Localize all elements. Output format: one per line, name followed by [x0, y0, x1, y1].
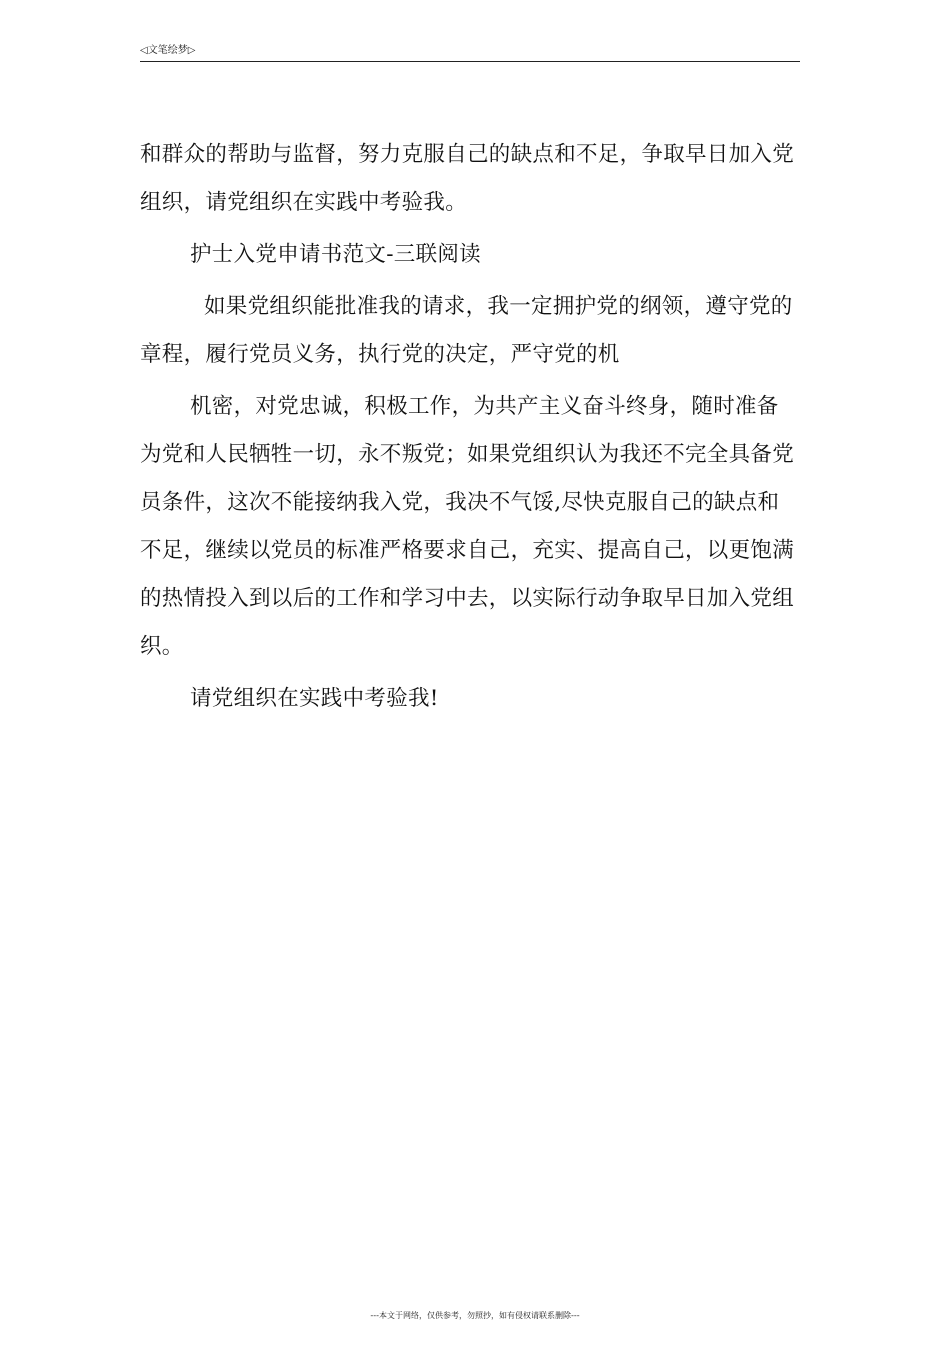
page-header: [140, 44, 800, 62]
section-title: 护士入党申请书范文-三联阅读: [190, 242, 481, 267]
paragraph-intro: [140, 131, 806, 227]
text-line: 的热情投入到以后的工作和学习中去，以实际行动争取早日加入党组: [140, 586, 795, 611]
closing-line: 请党组织在实践中考验我!: [190, 686, 439, 711]
text-line: 和群众的帮助与监督，努力克服自己的缺点和不足，争取早日加入党: [140, 142, 795, 167]
header-mark: ◁文笔绘梦▷: [140, 45, 196, 56]
text-line: 组织，请党组织在实践中考验我。: [140, 190, 468, 215]
text-line: 如果党组织能批准我的请求，我一定拥护党的纲领，遵守党的: [204, 294, 793, 319]
paragraph-commitment: [140, 383, 806, 671]
text-line: 为党和人民牺牲一切，永不叛党；如果党组织认为我还不完全具备党: [140, 442, 795, 467]
paragraph-request: [140, 283, 806, 379]
text-line: 织。: [140, 634, 184, 659]
text-line: 不足，继续以党员的标准严格要求自己，充实、提高自己，以更饱满: [140, 538, 795, 563]
text-line: 员条件，这次不能接纳我入党，我决不气馁,尽快克服自己的缺点和: [140, 490, 780, 515]
text-line: 机密，对党忠诚，积极工作，为共产主义奋斗终身，随时准备: [190, 394, 779, 419]
text-line: 章程，履行党员义务，执行党的决定，严守党的机: [140, 342, 620, 367]
page-footer: ---本文于网络，仅供参考，勿照抄，如有侵权请联系删除---: [370, 1311, 580, 1320]
document-body: [140, 131, 806, 727]
